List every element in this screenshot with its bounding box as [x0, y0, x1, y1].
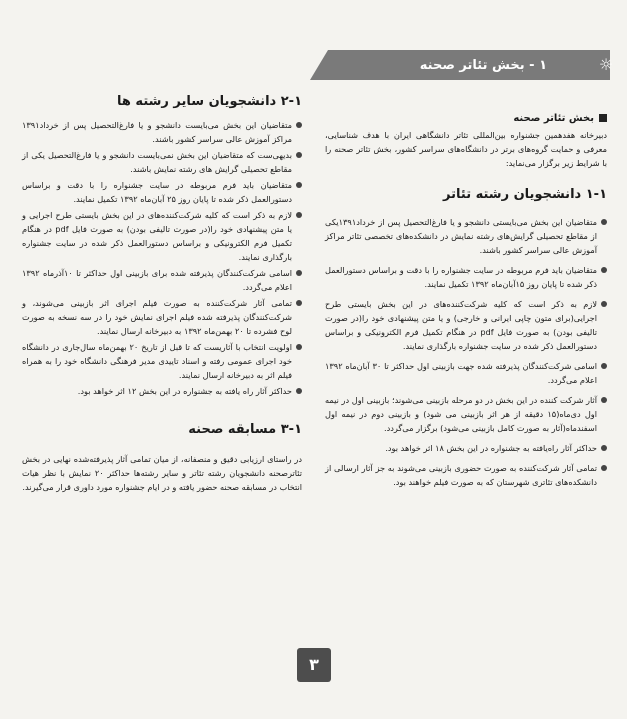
list-item: بدیهی‌ست که متقاضیان این بخش نمی‌بایست دانشجو و یا فارغ‌التحصیل یکی از مقاطع تحصیلی گرایش های رشته نمایش باشند.	[22, 148, 302, 176]
list-item: متقاضیان این بخش می‌بایستی دانشجو و یا فارغ‌التحصیل پس از خرداد۱۳۹۱یکی از مقاطع تحصیلی گرایش‌های رشته نمایش در دانشکده‌های تخصصی تئاتر مراکز آموزش عالی سراسر کشور باشند.	[325, 215, 607, 257]
list-item: اولویت انتخاب با آثاریست که تا قبل از تاریخ ۲۰ بهمن‌ماه سال‌جاری در دانشگاه خود اجرای عمومی رفته و اسناد تاییدی مدیر فرهنگی دانشگاه خود را به همراه فیلم اثر به دبیرخانه ارسال نمایند.	[22, 340, 302, 382]
right-column	[325, 112, 607, 495]
intro-paragraph: دبیرخانه هفدهمین جشنواره بین‌المللی تئاتر دانشگاهی ایران با هدف شناسایی، معرفی و حمایت گروه‌های برتر در دانشگاه‌های سراسر کشور، بخش تئاتر صحنه را با شرایط زیر برگزار می‌نماید:	[325, 130, 607, 168]
list-item: اسامی شرکت‌کنندگان پذیرفته شده جهت بازبینی اول حداکثر تا ۳۰ آبان‌ماه ۱۳۹۲ اعلام می‌گردد.	[325, 359, 607, 387]
competition-paragraph: در راستای ارزیابی دقیق و منصفانه، از میان تمامی آثار پذیرفته‌شده نهایی در بخش تئاترصحنه دانشجویان رشته تئاتر و سایر رشته‌ها حداکثر ۲۰ نمایش با نظر هیات انتخاب در مسابقه صحنه حضور یافته و در ایام جشنواره مورد داوری قرار می‌گیرند.	[22, 454, 302, 492]
list-item: تمامی آثار شرکت‌کننده به صورت فیلم اجرای اثر بازبینی می‌شوند، و شرکت‌کنندگان پذیرفته شده فیلم اجرای نمایش خود را در سه نسخه به صورت لوح فشرده تا ۲۰ بهمن‌ماه ۱۳۹۲ به دبیرخانه ارسال نمایند.	[22, 296, 302, 338]
page-number: ۳	[297, 648, 331, 682]
list-item: لازم به ذکر است که کلیه شرکت‌کننده‌های در این بخش بایستی طرح اجرایی(برای متون چاپی ایرانی و خارجی) و یا متن پیشنهادی خود را(در صورت تالیفی بودن) به صورت فایل pdf در هنگام تکمیل فرم الکترونیکی و براساس دستورالعمل ذکر شده در سایت جشنواره بارگذاری نمایند.	[325, 297, 607, 353]
list-item: آثار شرکت کننده در این بخش در دو مرحله بازبینی می‌شوند؛ بازبینی اول در نیمه اول دی‌ماه(۱۵ دقیقه از هر اثر بازبینی می شود) و بازبینی دوم در نیمه اول اسفندماه(آثار به صورت کامل بازبینی می‌شود) برگزار می‌گردد.	[325, 393, 607, 435]
list-item: حداکثر آثار راه یافته به جشنواره در این بخش ۱۲ اثر خواهد بود.	[22, 384, 302, 398]
header-title: ۱ - بخش تئاتر صحنه	[419, 58, 547, 73]
section-label: بخش تئاتر صحنه	[325, 112, 607, 126]
left-column	[22, 92, 302, 496]
list-item: متقاضیان این بخش می‌بایست دانشجو و یا فارغ‌التحصیل پس از خرداد۱۳۹۱ مراکز آموزش عالی سراسر کشور باشند.	[22, 118, 302, 146]
list-item: متقاضیان باید فرم مربوطه در سایت جشنواره را با دقت و براساس دستورالعمل ذکر شده تا پایان روز ۱۵آبان‌ماه ۱۳۹۲ تکمیل نمایند.	[325, 263, 607, 291]
section-heading-1-2: ۲-۱ دانشجویان سایر رشته ها	[117, 94, 302, 109]
section-heading-1-3: ۳-۱ مسابقه صحنه	[188, 422, 302, 437]
theater-mask-icon: ☼	[598, 55, 614, 74]
list-item: لازم به ذکر است که کلیه شرکت‌کننده‌های در این بخش بایستی طرح اجرایی و یا متن پیشنهادی خود را(در صورت تالیفی بودن) به صورت فایل pdf در هنگام تکمیل فرم الکترونیکی و براساس دستورالعمل ذکر شده در سایت جشنواره بارگذاری نمایند.	[22, 208, 302, 264]
square-bullet-icon	[599, 114, 607, 122]
list-item: اسامی شرکت‌کنندگان پذیرفته شده برای بازبینی اول حداکثر تا ۱۰آذرماه ۱۳۹۲ اعلام می‌گردد.	[22, 266, 302, 294]
list-item: حداکثر آثار راه‌یافته به جشنواره در این بخش ۱۸ اثر خواهد بود.	[325, 441, 607, 455]
section-heading-1-1: ۱-۱ دانشجویان رشته تئاتر	[443, 187, 607, 202]
list-item: تمامی آثار شرکت‌کننده به صورت حضوری بازبینی می‌شوند به جز آثار ارسالی از دانشکده‌های تئاتری شهرستان که به صورت فیلم خواهند بود.	[325, 461, 607, 489]
list-item: متقاضیان باید فرم مربوطه در سایت جشنواره را با دقت و براساس دستورالعمل ذکر شده تا پایان روز ۲۵ آبان‌ماه ۱۳۹۲ تکمیل نمایند.	[22, 178, 302, 206]
